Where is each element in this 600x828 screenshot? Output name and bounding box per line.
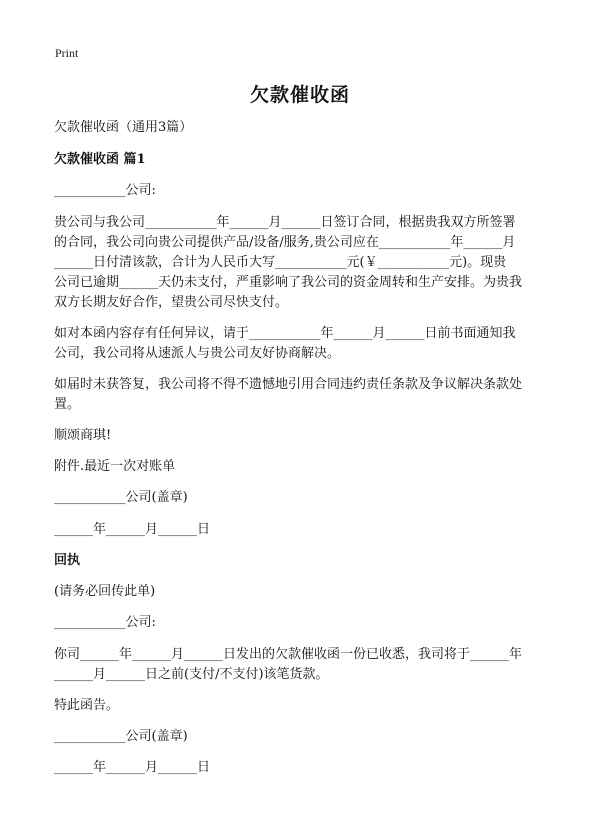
receipt-note: (请务必回传此单) [54,584,156,599]
document-subtitle: 欠款催收函（通用3篇） [54,120,193,135]
date-line: ______年______月______日 [54,522,211,537]
receipt-date-line: ______年______月______日 [54,760,211,775]
body-paragraph-1-line-4: 公司已逾期______天仍未支付，严重影响了我公司的资金周转和生产安排。为贵我 [54,275,523,290]
document-title: 欠款催收函 [249,84,350,106]
body-paragraph-1-line-5: 双方长期友好合作，望贵公司尽快支付。 [54,295,289,310]
addressee-line: ___________公司: [54,183,156,198]
body-paragraph-1-line-1: 贵公司与我公司___________年______月______日签订合同，根据贵我双方所签署 [54,215,516,230]
receipt-body-line-2: ______月______日之前(支付/不支付)该笔货款。 [54,667,329,682]
closing-line: 顺颂商琪! [54,428,112,443]
receipt-addressee-line: ___________公司: [54,615,156,630]
receipt-signature-line: ___________公司(盖章) [54,729,188,744]
body-paragraph-2-line-2: 公司，我公司将从速派人与贵公司友好协商解决。 [54,346,341,361]
body-paragraph-2-line-1: 如对本函内容存有任何异议，请于___________年______月______日前书面通知我 [54,326,516,341]
receipt-closing-line: 特此函告。 [54,698,120,713]
section-heading-1: 欠款催收函 篇1 [54,152,146,167]
attachment-line: 附件.最近一次对账单 [54,459,176,474]
receipt-heading: 回执 [54,553,81,568]
signature-line: ___________公司(盖章) [54,490,188,505]
body-paragraph-3-line-2: 置。 [54,397,81,412]
print-link[interactable]: Print [55,46,79,60]
body-paragraph-1-line-2: 的合同，我公司向贵公司提供产品/设备/服务,贵公司应在___________年______月 [54,235,516,250]
receipt-body-line-1: 你司______年______月______日发出的欠款催收函一份已收悉，我司将于______年 [54,647,523,662]
body-paragraph-1-line-3: ______日付清该款，合计为人民币大写___________元(￥___________元)。现贵 [54,255,507,270]
body-paragraph-3-line-1: 如届时未获答复，我公司将不得不遗憾地引用合同违约责任条款及争议解决条款处 [54,377,523,392]
